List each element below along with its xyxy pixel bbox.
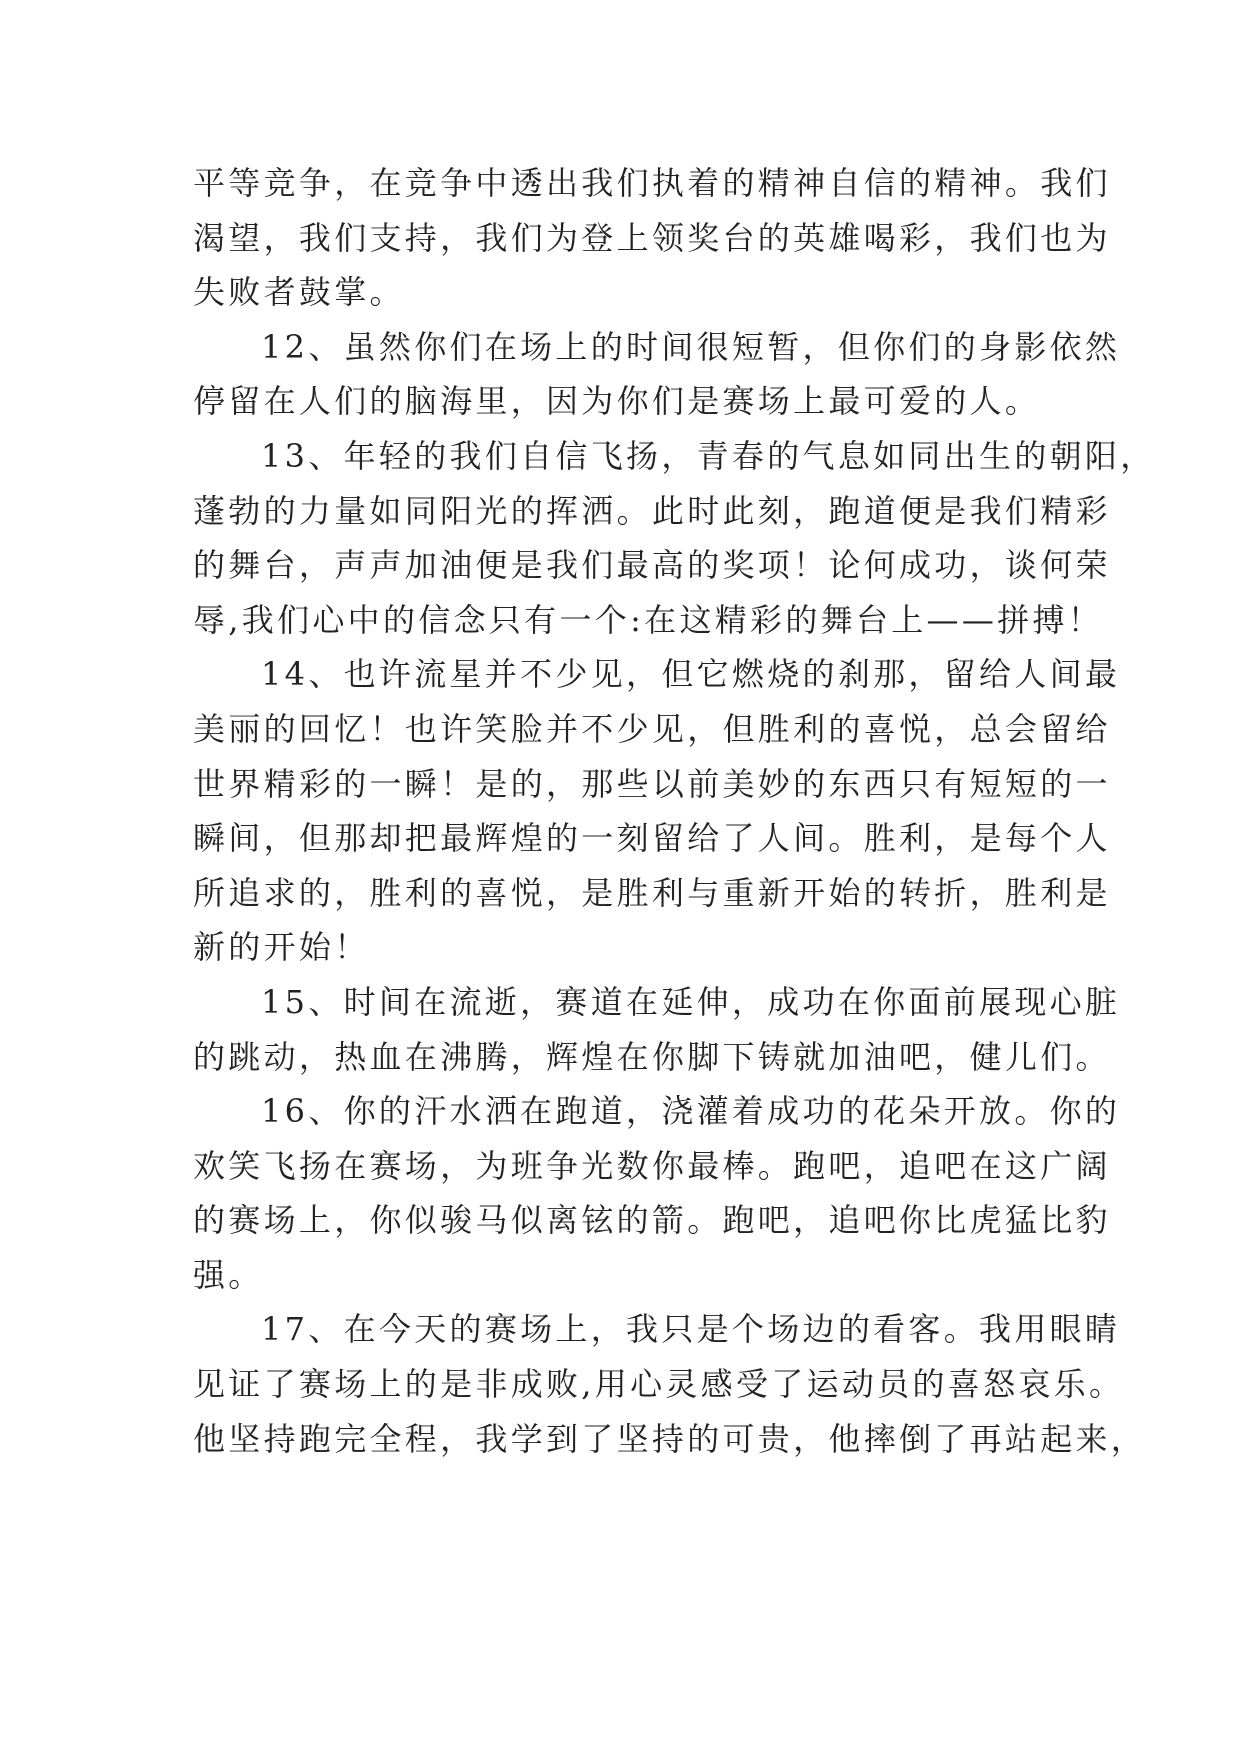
text-line: 失败者鼓掌。: [193, 273, 405, 312]
text-line: 瞬间，但那却把最辉煌的一刻留给了人间。胜利，是每个人: [193, 819, 1111, 858]
text-line: 蓬勃的力量如同阳光的挥洒。此时此刻，跑道便是我们精彩: [193, 491, 1111, 530]
text-line: 新的开始！: [193, 928, 370, 967]
text-line: 的跳动，热血在沸腾，辉煌在你脚下铸就加油吧，健儿们。: [193, 1037, 1111, 1076]
text-line: 平等竞争，在竞争中透出我们执着的精神自信的精神。我们: [193, 164, 1111, 202]
paragraph-17-start: 17、在今天的赛场上，我只是个场边的看客。我用眼睛: [261, 1310, 1121, 1349]
paragraph-12-start: 12、虽然你们在场上的时间很短暂，但你们的身影依然: [261, 327, 1121, 366]
text-line: 辱,我们心中的信念只有一个:在这精彩的舞台上——拼搏！: [193, 600, 1104, 639]
text-line: 渴望，我们支持，我们为登上领奖台的英雄喝彩，我们也为: [193, 218, 1111, 257]
paragraph-13-start: 13、年轻的我们自信飞扬，青春的气息如同出生的朝阳，: [261, 436, 1156, 475]
text-line: 强。: [193, 1255, 264, 1294]
paragraph-15-start: 15、时间在流逝，赛道在延伸，成功在你面前展现心脏: [261, 982, 1121, 1021]
text-line: 停留在人们的脑海里，因为你们是赛场上最可爱的人。: [193, 382, 1041, 421]
text-line: 世界精彩的一瞬！是的，那些以前美妙的东西只有短短的一: [193, 764, 1111, 803]
text-line: 的舞台，声声加油便是我们最高的奖项！论何成功，谈何荣: [193, 546, 1111, 585]
text-line: 所追求的，胜利的喜悦，是胜利与重新开始的转折，胜利是: [193, 873, 1111, 912]
text-line: 他坚持跑完全程，我学到了坚持的可贵，他摔倒了再站起来，: [193, 1419, 1147, 1458]
body-text: [193, 156, 1156, 1466]
paragraph-14-start: 14、也许流星并不少见，但它燃烧的刹那，留给人间最: [261, 655, 1121, 694]
text-line: 的赛场上，你似骏马似离铉的箭。跑吧，追吧你比虎猛比豹: [193, 1201, 1111, 1240]
text-line: 美丽的回忆！也许笑脸并不少见，但胜利的喜悦，总会留给: [193, 709, 1111, 748]
paragraph-16-start: 16、你的汗水洒在跑道，浇灌着成功的花朵开放。你的: [261, 1092, 1121, 1131]
text-line: 见证了赛场上的是非成败,用心灵感受了运动员的喜怒哀乐。: [193, 1365, 1125, 1404]
text-line: 欢笑飞扬在赛场，为班争光数你最棒。跑吧，追吧在这广阔: [193, 1146, 1111, 1185]
